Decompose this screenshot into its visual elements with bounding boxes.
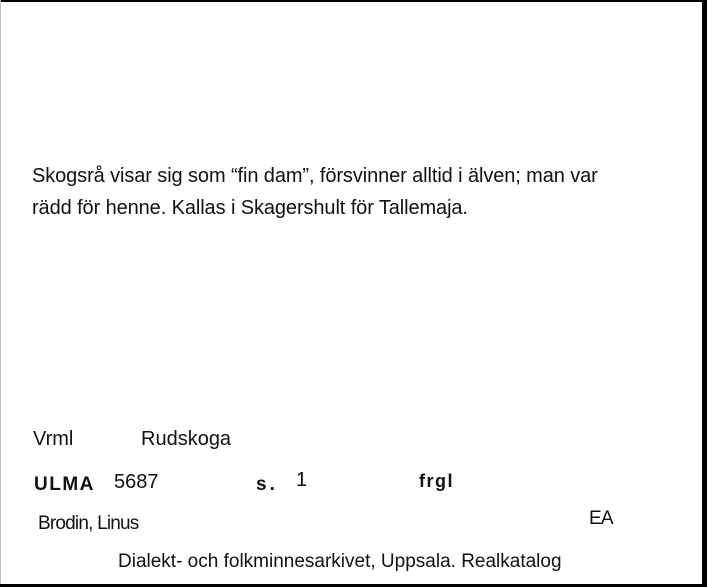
card-left-edge — [0, 0, 1, 587]
archive-number: 5687 — [114, 471, 159, 493]
region-label: Vrml — [33, 428, 74, 450]
card-description — [32, 160, 682, 224]
page-label: s. — [256, 474, 278, 495]
collector-name: Brodin, Linus — [38, 513, 139, 534]
initials: EA — [589, 508, 613, 529]
card-right-edge — [702, 0, 707, 587]
archive-code: ULMA — [34, 474, 95, 495]
description-line-1: Skogsrå visar sig som “fin dam”, försvinner alltid i älven; man var — [32, 165, 598, 187]
type-code: frgl — [419, 471, 454, 491]
card-top-edge — [0, 0, 707, 2]
parish-label: Rudskoga — [141, 428, 232, 450]
page-number: 1 — [296, 469, 308, 491]
description-line-2: rädd för henne. Kallas i Skagershult för Tallemaja. — [32, 197, 468, 219]
footer-archive: Dialekt- och folkminnesarkivet, Uppsala. Realkatalog — [118, 551, 562, 572]
